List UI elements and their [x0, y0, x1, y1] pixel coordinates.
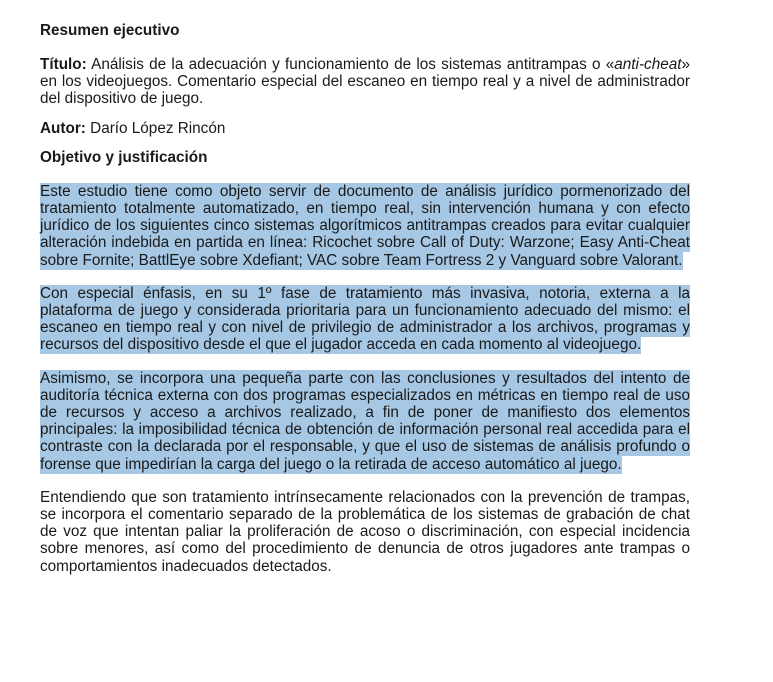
title-paragraph	[40, 56, 690, 108]
title-text-before: Análisis de la adecuación y funcionamiento de los sistemas antitrampas o «	[86, 56, 615, 73]
paragraph-2[interactable]	[40, 285, 690, 354]
document-page	[40, 22, 690, 575]
author-paragraph	[40, 120, 690, 137]
heading-resumen-ejecutivo: Resumen ejecutivo	[40, 22, 180, 39]
selected-text-2[interactable]: Con especial énfasis, en su 1º fase de tratamiento más invasiva, notoria, externa a la plataforma de juego y considerada prioritaria para un funcionamiento adecuado del mismo: el escaneo en tiempo real y con nivel de privilegio de administrador a los archivos, programas y recursos del dispositivo desde el que el jugador acceda en cada momento al videojuego.	[40, 284, 690, 354]
author-label: Autor:	[40, 119, 86, 137]
paragraph-1[interactable]	[40, 183, 690, 269]
paragraph-4[interactable]: Entendiendo que son tratamiento intrínsecamente relacionados con la prevención de trampas, se incorpora el comentario separado de la problemática de los sistemas de grabación de chat de voz que intentan paliar la proliferación de acoso o discriminación, con especial incidencia sobre menores, así como del procedimiento de denuncia de otros jugadores ante trampas o comportamientos inadecuados detectados.	[40, 488, 690, 575]
section-heading-objetivo: Objetivo y justificación	[40, 148, 208, 166]
author-name: Darío López Rincón	[85, 119, 226, 137]
title-label: Título:	[40, 56, 87, 73]
selected-text-1[interactable]: Este estudio tiene como objeto servir de documento de análisis jurídico pormenorizado del tratamiento totalmente automatizado, en tiempo real, sin intervención humana y con efecto jurídico de los siguientes cinco sistemas algorítmicos antitrampas creados para evitar cualquier alteración indebida en partida en línea: Ricochet sobre Call of Duty: Warzone; Easy Anti-Cheat sobre Fornite; BattlEye sobre Xdefiant; VAC sobre Team Fortress 2 y Vanguard sobre Valorant.	[40, 182, 690, 269]
paragraph-3[interactable]	[40, 370, 690, 473]
title-text-after: » en los videojuegos. Comentario especial del escaneo en tiempo real y a nivel de administrador del dispositivo de juego.	[40, 56, 690, 108]
selected-text-3[interactable]: Asimismo, se incorpora una pequeña parte con las conclusiones y resultados del intento de auditoría técnica externa con dos programas especializados en métricas en tiempo real de uso de recursos y acceso a archivos realizado, a fin de poner de manifiesto dos elementos principales: la imposibilidad técnica de obtención de información personal real accedida para el contraste con la declarada por el responsable, y que el uso de sistemas de análisis profundo o forense que impedirían la carga del juego o la retirada de acceso automático al juego.	[40, 369, 690, 473]
title-italic-term: anti-cheat	[614, 56, 682, 73]
